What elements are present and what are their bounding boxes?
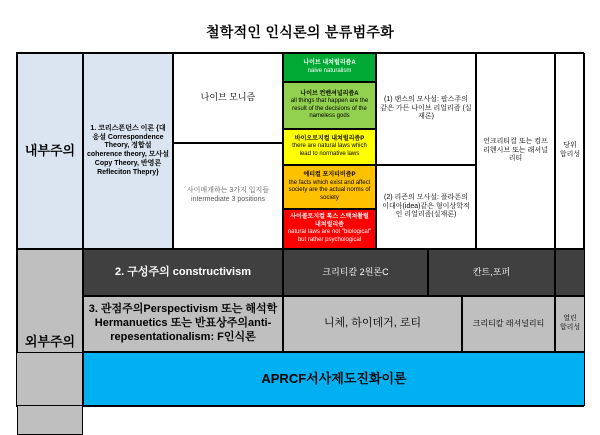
subcell-ethical-positivism xyxy=(283,165,376,209)
critical-dualism-cell: 크리티칼 2원론C xyxy=(283,249,428,296)
page-title: 철학적인 인식론의 분류범주화 xyxy=(205,24,395,40)
subcell-psychological-naturalism xyxy=(283,209,376,249)
epistemology-matrix xyxy=(16,52,584,407)
subcell-naive-conventionalism-ko: 나이브 컨벤셔널리즘A xyxy=(300,90,359,97)
subcell-naive-naturalism-ko: 나이브 내쳐럴리즘A xyxy=(303,60,356,66)
far-right-normative-rationality: 당위 합리성 xyxy=(555,53,585,249)
subcell-ethical-positivism-en: the facts which exist and affect society are the actual norms of society xyxy=(288,179,371,201)
subcell-biological-naturalism xyxy=(283,129,376,165)
row-correspondence-theory-name: 1. 코리스폰던스 이론 {대응설 Correspondence Theory, 정합설 coherence theory, 모사설Copy Theory, 반영론Refleciton Thepry} xyxy=(83,53,173,249)
constructivism-far-right-cell xyxy=(555,249,585,296)
far-right-open-rationality: 열린 합리성 xyxy=(555,296,585,352)
intermediate-positions-cell: 사이매개하는 3가지 입지들 intermediate 3 positions xyxy=(173,143,283,249)
axis-label-externalism: 외부주의 xyxy=(17,249,83,435)
subcell-naive-naturalism-en: naive naturalism xyxy=(307,67,352,74)
subcell-ethical-positivism-ko: 에티컬 포지티비즘P xyxy=(303,172,356,178)
subcell-biological-naturalism-ko: 바이오로지컬 내쳐럴리즘P xyxy=(294,135,365,142)
aprcf-band: APRCF서사제도진화이론 xyxy=(83,352,585,406)
subcell-naive-conventionalism-en: all things that happen are the result of the decisions of the nameless gods xyxy=(290,98,369,119)
rationality-critical: 크리티칼 래셔널리티 xyxy=(462,296,555,352)
subcell-naive-conventionalism xyxy=(283,82,376,129)
row-perspectivism-theory-name: 3. 관점주의Perspectivism 또는 해석학Hermanuetics 또는 반표상주의anti-repesentationalism: F인식론 xyxy=(83,296,283,352)
nietzsche-heidegger-rorty-cell: 니체, 하이데거, 로티 xyxy=(283,296,462,352)
subcell-biological-naturalism-en: there are natural laws which lead to normative laws xyxy=(292,143,367,157)
rationality-uncritical: 언크리티컬 또는 컴프리헨시브 또는 래셔널리티 xyxy=(476,53,555,249)
subcell-naive-naturalism xyxy=(283,53,376,82)
axis-label-internalism: 내부주의 xyxy=(17,53,83,249)
externalism-spacer-cell xyxy=(17,352,83,406)
naive-monism-cell: 나이브 모니즘 xyxy=(173,53,283,143)
kant-popper-cell: 칸트,포퍼 xyxy=(428,249,555,296)
subcell-psychological-naturalism-en: natural laws are not "biological" but rather psychological xyxy=(287,229,372,243)
row-constructivism-theory-name: 2. 구성주의 constructivism xyxy=(83,249,283,296)
right-note-sense-copy-theory: (1) 랜스의 모사설: 팝스주의 같은 가든 나이브 리얼리즘 (실재론) xyxy=(376,53,476,165)
subcell-psychological-naturalism-ko: 사이콜로지컬 톡스 스택쳐촬럴 내쳐럴리즘 xyxy=(290,214,369,228)
right-note-reason-copy-theory: (2) 리즌의 모사설: 플라폰의 이대아(idea)같은 형이상학적인 리얼리즘(실재론) xyxy=(376,165,476,249)
